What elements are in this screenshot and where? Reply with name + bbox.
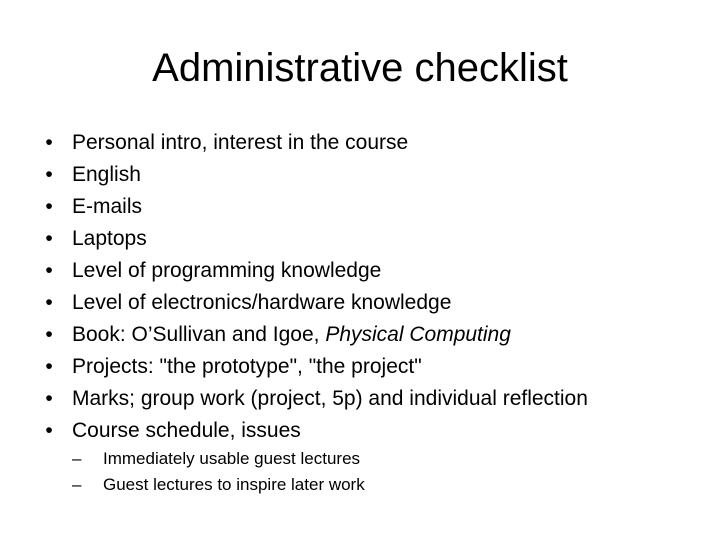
book-title: Physical Computing	[325, 323, 511, 346]
bullet-text: Personal intro, interest in the course	[72, 131, 409, 154]
bullet-icon: •	[45, 387, 53, 410]
sub-bullet-item-inspiring-lectures	[72, 472, 365, 498]
sub-bullet-list	[72, 446, 365, 498]
bullet-text: Course schedule, issues	[72, 419, 301, 442]
bullet-text: Marks; group work (project, 5p) and individual reflection	[72, 387, 588, 410]
bullet-text: English	[72, 163, 141, 186]
bullet-item-projects	[44, 351, 588, 383]
bullet-icon: •	[45, 259, 53, 282]
bullet-item-programming-knowledge	[44, 255, 588, 287]
bullet-list	[44, 127, 588, 447]
bullet-icon: •	[45, 355, 53, 378]
bullet-item-electronics-knowledge	[44, 287, 588, 319]
sub-bullet-item-usable-lectures	[72, 446, 365, 472]
bullet-item-emails	[44, 191, 588, 223]
sub-bullet-text: Immediately usable guest lectures	[103, 449, 361, 468]
bullet-item-course-schedule	[44, 415, 588, 447]
bullet-text: Projects: "the prototype", "the project"	[72, 355, 422, 378]
bullet-item-english	[44, 159, 588, 191]
bullet-icon: •	[45, 163, 53, 186]
bullet-text: Laptops	[72, 227, 147, 250]
bullet-item-laptops	[44, 223, 588, 255]
bullet-item-marks	[44, 383, 588, 415]
bullet-icon: •	[45, 323, 53, 346]
dash-icon: –	[72, 475, 82, 494]
bullet-item-personal-intro	[44, 127, 588, 159]
bullet-icon: •	[45, 291, 53, 314]
bullet-icon: •	[45, 419, 53, 442]
slide-title: Administrative checklist	[152, 46, 568, 90]
sub-bullet-text: Guest lectures to inspire later work	[103, 475, 365, 494]
bullet-item-book	[44, 319, 588, 351]
dash-icon: –	[72, 449, 82, 468]
bullet-icon: •	[45, 195, 53, 218]
bullet-text: Level of programming knowledge	[72, 259, 382, 282]
bullet-icon: •	[45, 131, 53, 154]
bullet-text: Book: O’Sullivan and Igoe,	[72, 323, 326, 346]
bullet-text: E-mails	[72, 195, 143, 218]
bullet-icon: •	[45, 227, 53, 250]
bullet-text: Level of electronics/hardware knowledge	[72, 291, 452, 314]
